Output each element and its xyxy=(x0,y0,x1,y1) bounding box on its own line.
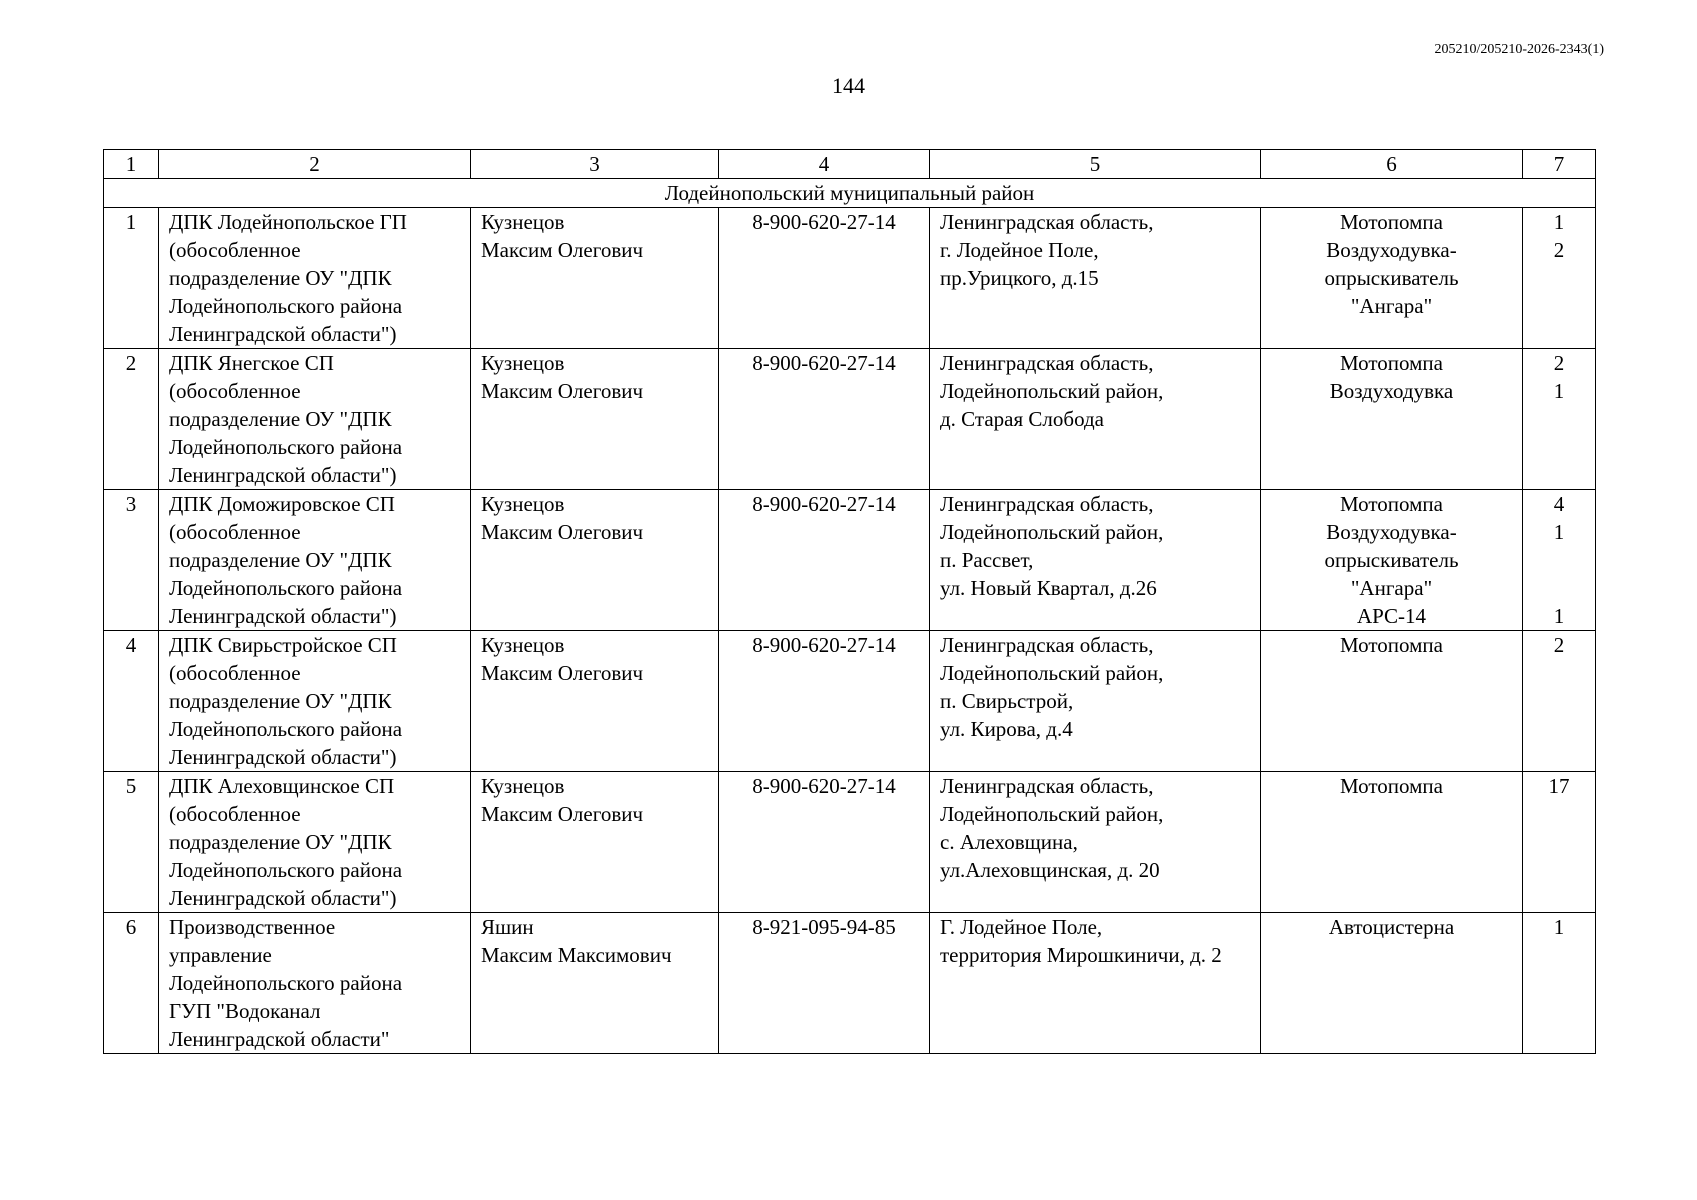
address-cell xyxy=(930,490,1261,631)
organization-line: Производственное xyxy=(169,915,336,939)
phone-cell: 8-921-095-94-85 xyxy=(719,913,930,1054)
address-cell xyxy=(930,208,1261,349)
equipment-line: Мотопомпа xyxy=(1340,774,1443,798)
address-line: Лодейнопольский район, xyxy=(940,661,1164,685)
person-line: Яшин xyxy=(481,915,534,939)
address-line: ул. Новый Квартал, д.26 xyxy=(940,576,1157,600)
person-line: Кузнецов xyxy=(481,774,565,798)
address-line: Лодейнопольский район, xyxy=(940,802,1164,826)
phone-cell: 8-900-620-27-14 xyxy=(719,208,930,349)
address-line: г. Лодейное Поле, xyxy=(940,238,1099,262)
address-line: территория Мирошкиничи, д. 2 xyxy=(940,943,1222,967)
quantity-line: 1 xyxy=(1553,520,1565,544)
address-line: с. Алеховщина, xyxy=(940,830,1078,854)
quantity-line: 2 xyxy=(1553,238,1565,262)
organization-line: Ленинградской области") xyxy=(169,322,397,346)
section-title: Лодейнопольский муниципальный район xyxy=(104,179,1596,208)
person-line: Кузнецов xyxy=(481,210,565,234)
quantity-line xyxy=(1523,546,1595,574)
equipment-line: Автоцистерна xyxy=(1328,915,1455,939)
responsible-person-cell xyxy=(471,208,719,349)
table-row xyxy=(104,772,1596,913)
table-header-row xyxy=(104,150,1596,179)
address-line: ул.Алеховщинская, д. 20 xyxy=(940,858,1160,882)
quantity-cell xyxy=(1523,349,1596,490)
row-number: 6 xyxy=(104,913,159,1054)
organization-line: ДПК Доможировское СП xyxy=(169,492,395,516)
column-header: 3 xyxy=(471,150,719,179)
person-line: Максим Максимович xyxy=(481,943,672,967)
person-line: Максим Олегович xyxy=(481,379,644,403)
equipment-line: Мотопомпа xyxy=(1340,492,1443,516)
column-header: 4 xyxy=(719,150,930,179)
address-line: Г. Лодейное Поле, xyxy=(940,915,1103,939)
quantity-line: 1 xyxy=(1553,604,1565,628)
equipment-cell xyxy=(1261,913,1523,1054)
column-header: 6 xyxy=(1261,150,1523,179)
person-line: Максим Олегович xyxy=(481,802,644,826)
equipment-cell xyxy=(1261,349,1523,490)
organization-line: подразделение ОУ "ДПК xyxy=(169,266,392,290)
equipment-table xyxy=(103,149,1596,1054)
organization-cell xyxy=(159,349,471,490)
address-line: д. Старая Слобода xyxy=(940,407,1104,431)
equipment-line: опрыскиватель xyxy=(1324,548,1459,572)
column-header: 7 xyxy=(1523,150,1596,179)
equipment-line: опрыскиватель xyxy=(1324,266,1459,290)
responsible-person-cell xyxy=(471,349,719,490)
person-line: Максим Олегович xyxy=(481,661,644,685)
responsible-person-cell xyxy=(471,913,719,1054)
address-line: пр.Урицкого, д.15 xyxy=(940,266,1099,290)
column-header: 5 xyxy=(930,150,1261,179)
organization-line: (обособленное xyxy=(169,661,301,685)
person-line: Кузнецов xyxy=(481,351,565,375)
address-line: Ленинградская область, xyxy=(940,633,1154,657)
organization-line: (обособленное xyxy=(169,520,301,544)
column-header: 2 xyxy=(159,150,471,179)
responsible-person-cell xyxy=(471,772,719,913)
address-cell xyxy=(930,349,1261,490)
address-line: Лодейнопольский район, xyxy=(940,520,1164,544)
table-row xyxy=(104,490,1596,631)
organization-line: подразделение ОУ "ДПК xyxy=(169,689,392,713)
address-line: Ленинградская область, xyxy=(940,351,1154,375)
quantity-line: 1 xyxy=(1553,379,1565,403)
organization-line: Ленинградской области") xyxy=(169,604,397,628)
row-number: 5 xyxy=(104,772,159,913)
organization-cell xyxy=(159,208,471,349)
organization-cell xyxy=(159,913,471,1054)
address-cell xyxy=(930,913,1261,1054)
equipment-line: Воздуходувка xyxy=(1329,379,1454,403)
organization-line: Лодейнопольского района xyxy=(169,294,403,318)
table-row xyxy=(104,208,1596,349)
equipment-line: Мотопомпа xyxy=(1340,210,1443,234)
address-line: Лодейнопольский район, xyxy=(940,379,1164,403)
equipment-line: "Ангара" xyxy=(1350,576,1433,600)
quantity-cell xyxy=(1523,208,1596,349)
quantity-cell xyxy=(1523,631,1596,772)
organization-line: Ленинградской области" xyxy=(169,1027,390,1051)
phone-cell: 8-900-620-27-14 xyxy=(719,631,930,772)
phone-cell: 8-900-620-27-14 xyxy=(719,490,930,631)
table-row xyxy=(104,631,1596,772)
quantity-line: 1 xyxy=(1553,210,1565,234)
equipment-line: "Ангара" xyxy=(1350,294,1433,318)
column-header: 1 xyxy=(104,150,159,179)
organization-cell xyxy=(159,772,471,913)
table-row xyxy=(104,913,1596,1054)
equipment-cell xyxy=(1261,631,1523,772)
equipment-line: АРС-14 xyxy=(1356,604,1427,628)
address-line: Ленинградская область, xyxy=(940,774,1154,798)
row-number: 1 xyxy=(104,208,159,349)
address-cell xyxy=(930,631,1261,772)
page-number: 144 xyxy=(832,73,865,98)
quantity-cell xyxy=(1523,490,1596,631)
organization-line: Ленинградской области") xyxy=(169,463,397,487)
quantity-line: 17 xyxy=(1548,774,1570,798)
organization-line: подразделение ОУ "ДПК xyxy=(169,548,392,572)
quantity-line xyxy=(1523,574,1595,602)
phone-cell: 8-900-620-27-14 xyxy=(719,772,930,913)
organization-line: ГУП "Водоканал xyxy=(169,999,321,1023)
organization-line: Лодейнопольского района xyxy=(169,717,403,741)
address-line: п. Свирьстрой, xyxy=(940,689,1074,713)
organization-line: Лодейнопольского района xyxy=(169,858,403,882)
organization-line: Лодейнопольского района xyxy=(169,971,403,995)
person-line: Кузнецов xyxy=(481,492,565,516)
quantity-cell xyxy=(1523,913,1596,1054)
quantity-line: 2 xyxy=(1553,351,1565,375)
address-line: Ленинградская область, xyxy=(940,492,1154,516)
section-row xyxy=(104,179,1596,208)
table-row xyxy=(104,349,1596,490)
address-line: ул. Кирова, д.4 xyxy=(940,717,1073,741)
organization-cell xyxy=(159,490,471,631)
person-line: Максим Олегович xyxy=(481,520,644,544)
person-line: Максим Олегович xyxy=(481,238,644,262)
organization-line: Лодейнопольского района xyxy=(169,435,403,459)
organization-line: (обособленное xyxy=(169,238,301,262)
organization-line: подразделение ОУ "ДПК xyxy=(169,407,392,431)
equipment-line: Мотопомпа xyxy=(1340,633,1443,657)
address-line: п. Рассвет, xyxy=(940,548,1034,572)
quantity-line: 2 xyxy=(1553,633,1565,657)
equipment-cell xyxy=(1261,490,1523,631)
organization-line: (обособленное xyxy=(169,802,301,826)
organization-line: ДПК Лодейнопольское ГП xyxy=(169,210,407,234)
organization-line: управление xyxy=(169,943,272,967)
phone-cell: 8-900-620-27-14 xyxy=(719,349,930,490)
equipment-cell xyxy=(1261,208,1523,349)
equipment-line: Воздуходувка- xyxy=(1326,520,1457,544)
organization-line: подразделение ОУ "ДПК xyxy=(169,830,392,854)
equipment-line: Мотопомпа xyxy=(1340,351,1443,375)
quantity-line: 4 xyxy=(1553,492,1565,516)
equipment-line: Воздуходувка- xyxy=(1326,238,1457,262)
organization-line: (обособленное xyxy=(169,379,301,403)
organization-line: Лодейнопольского района xyxy=(169,576,403,600)
organization-line: ДПК Алеховщинское СП xyxy=(169,774,395,798)
organization-line: Ленинградской области") xyxy=(169,745,397,769)
row-number: 3 xyxy=(104,490,159,631)
person-line: Кузнецов xyxy=(481,633,565,657)
row-number: 2 xyxy=(104,349,159,490)
organization-cell xyxy=(159,631,471,772)
document-code: 205210/205210-2026-2343(1) xyxy=(1434,42,1604,57)
equipment-cell xyxy=(1261,772,1523,913)
address-line: Ленинградская область, xyxy=(940,210,1154,234)
organization-line: ДПК Янегское СП xyxy=(169,351,334,375)
responsible-person-cell xyxy=(471,631,719,772)
organization-line: ДПК Свирьстройское СП xyxy=(169,633,397,657)
responsible-person-cell xyxy=(471,490,719,631)
quantity-cell xyxy=(1523,772,1596,913)
row-number: 4 xyxy=(104,631,159,772)
address-cell xyxy=(930,772,1261,913)
organization-line: Ленинградской области") xyxy=(169,886,397,910)
quantity-line: 1 xyxy=(1553,915,1565,939)
